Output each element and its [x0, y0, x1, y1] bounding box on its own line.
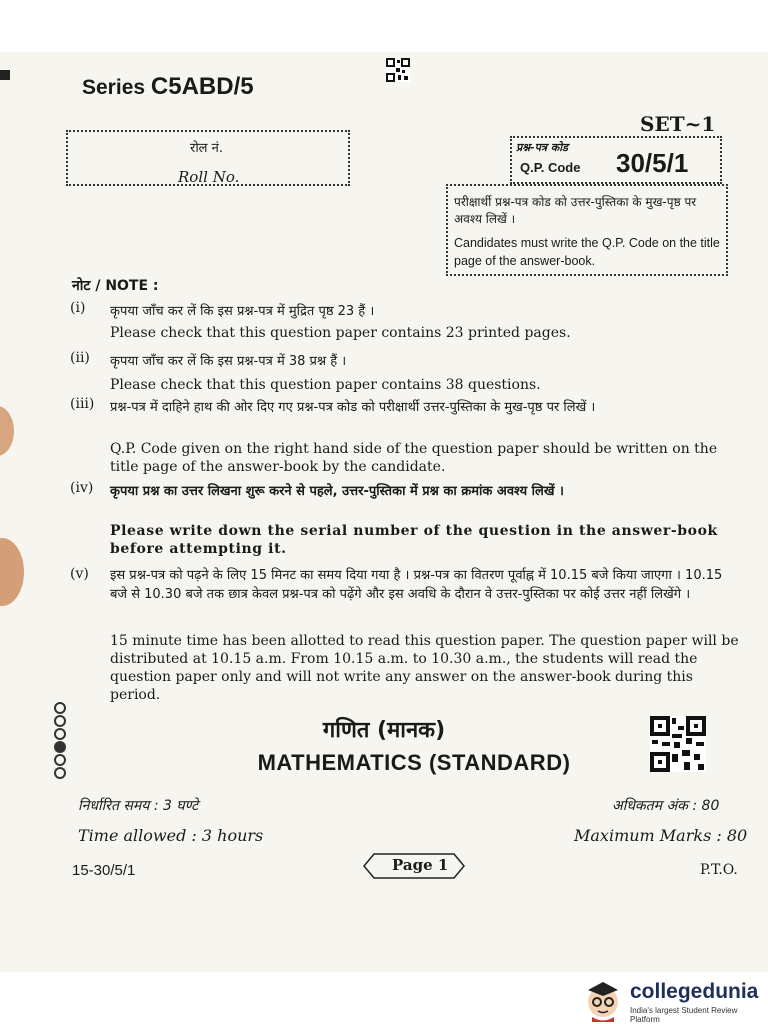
paper-edge-mark: [0, 70, 10, 80]
series-code: C5ABD/5: [150, 73, 254, 100]
note-number: (v): [70, 566, 89, 582]
qr-code-icon: [650, 716, 706, 772]
note-text-english: Please write down the serial number of the question in the answer-book before attempting it.: [110, 523, 718, 557]
candidate-instruction-hindi: परीक्षार्थी प्रश्न-पत्र कोड को उत्तर-पुस्तिका के मुख-पृष्ठ पर अवश्य लिखें ।: [454, 195, 697, 226]
student-mascot-icon: [580, 972, 626, 1022]
note-text-hindi: प्रश्न-पत्र में दाहिने हाथ की ओर दिए गए प्रश्न-पत्र कोड को परीक्षार्थी उत्तर-पुस्तिका के मुख-पृष्ठ पर लिखें ।: [110, 400, 596, 415]
note-text-hindi: कृपया जाँच कर लें कि इस प्रश्न-पत्र में मुद्रित पृष्ठ 23 हैं ।: [110, 304, 375, 319]
note-number: (ii): [70, 350, 90, 366]
note-text-hindi: कृपया जाँच कर लें कि इस प्रश्न-पत्र में 38 प्रश्न हैं ।: [110, 354, 347, 369]
series-label: Series: [82, 76, 146, 99]
note-number: (i): [70, 300, 86, 316]
roll-number-label: Roll No.: [178, 168, 240, 186]
paper-code-footer: 15-30/5/1: [72, 862, 136, 879]
note-text-hindi: कृपया प्रश्न का उत्तर लिखना शुरू करने से पहले, उत्तर-पुस्तिका में प्रश्न का क्रमांक अवश्य लिखें ।: [110, 484, 564, 499]
series-heading: [82, 73, 254, 101]
time-allowed-hindi: निर्धारित समय : 3 घण्टे: [78, 798, 199, 814]
brand-name: collegedunia: [630, 980, 759, 1003]
note-heading: नोट / NOTE :: [72, 278, 159, 294]
note-text-hindi: इस प्रश्न-पत्र को पढ़ने के लिए 15 मिनट का समय दिया गया है । प्रश्न-पत्र का वितरण पूर्वाह्न में 10.15 बजे किया जाएगा । 10.15 बजे से 10.30 बजे तक छात्र केवल प्रश्न-पत्र को पढ़ेंगे और इस अवधि के दौरान वे उत्तर-पुस्तिका पर कोई उत्तर नहीं लिखेंगे ।: [110, 568, 723, 602]
circle-mark: [54, 702, 66, 714]
subject-title: MATHEMATICS (STANDARD): [257, 750, 571, 775]
note-text-english: 15 minute time has been allotted to read this question paper. The question paper will be distributed at 10.15 a.m. From 10.15 a.m. to 10.30 a.m., the students will read the question paper only and will not write any answer on the answer-book during this period.: [110, 633, 739, 703]
note-text-english: Please check that this question paper contains 23 printed pages.: [110, 325, 571, 341]
candidate-instruction-english: Candidates must write the Q.P. Code on the title page of the answer-book.: [454, 236, 720, 268]
note-number: (iii): [70, 396, 95, 412]
brand-tagline: India's largest Student Review Platform: [630, 1006, 738, 1024]
qp-code-label: Q.P. Code: [520, 160, 581, 175]
pto-label: P.T.O.: [700, 862, 738, 878]
page-number: Page 1: [392, 856, 449, 874]
set-label: SET~1: [640, 112, 716, 136]
qp-code-label-hindi: प्रश्न-पत्र कोड: [516, 141, 568, 154]
qp-code-value: 30/5/1: [616, 148, 689, 178]
note-text-english: Q.P. Code given on the right hand side of the question paper should be written on the title page of the answer-book by the candidate.: [110, 441, 718, 475]
roll-number-label-hindi: रोल नं.: [190, 141, 223, 156]
note-text-english: Please check that this question paper contains 38 questions.: [110, 377, 541, 393]
maximum-marks-hindi: अधिकतम अंक : 80: [612, 798, 720, 814]
small-qr-code-icon: [386, 58, 410, 82]
subject-title-hindi: गणित (मानक): [322, 718, 446, 743]
maximum-marks: Maximum Marks : 80: [574, 826, 748, 845]
time-allowed: Time allowed : 3 hours: [78, 826, 264, 845]
note-number: (iv): [70, 480, 94, 496]
